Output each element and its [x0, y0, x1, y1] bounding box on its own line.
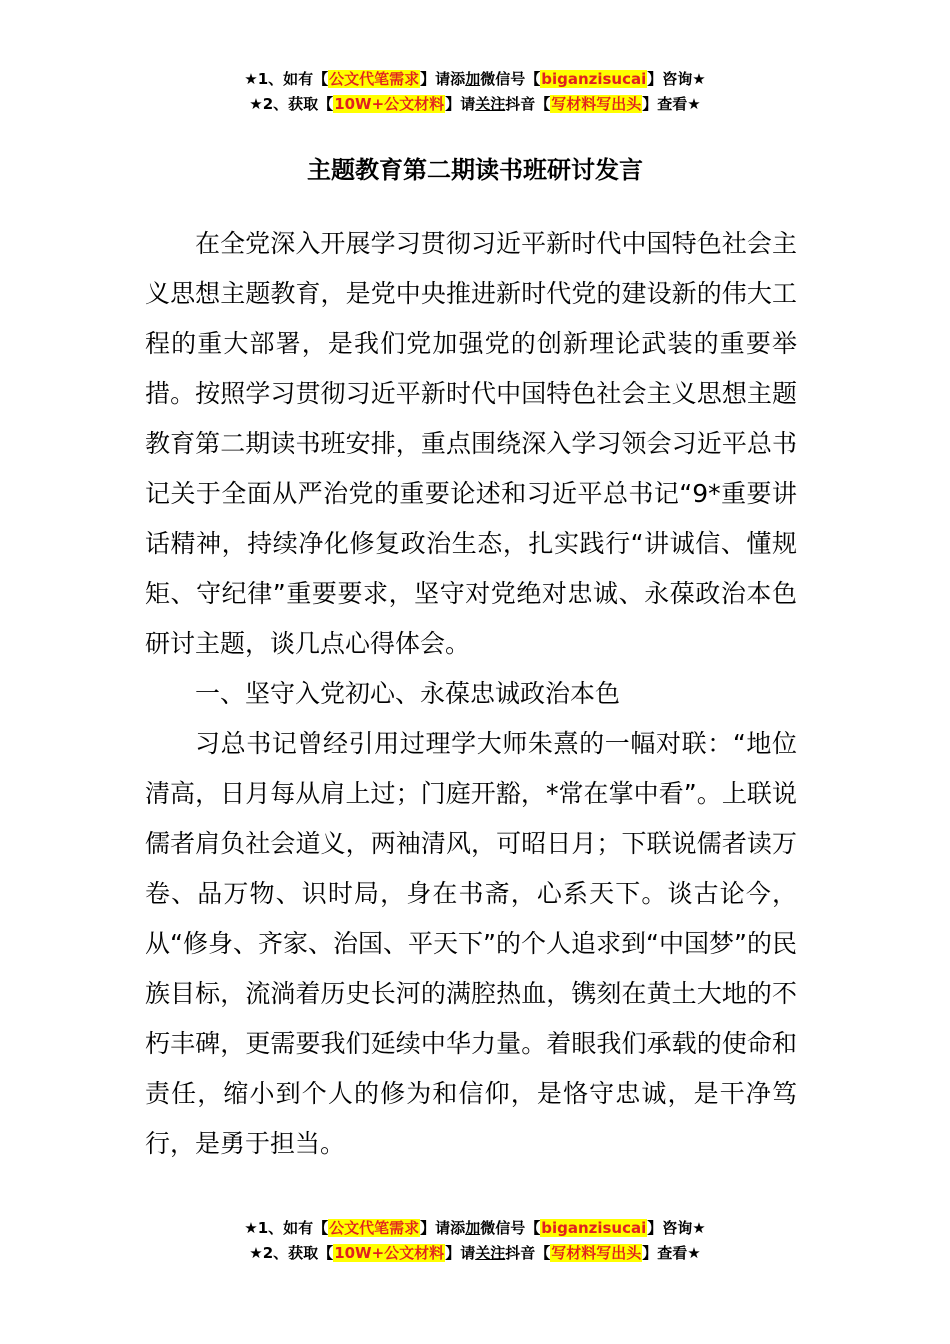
promo-text: ★2、获取【 — [249, 95, 334, 113]
section-heading: 一、坚守入党初心、永葆忠诚政治本色 — [195, 679, 621, 708]
promo-line-2 — [0, 92, 950, 117]
promo-text: ★1、如有【 — [244, 70, 329, 88]
promo-text: 抖音【 — [505, 1244, 551, 1262]
promo-text: 】咨询★ — [647, 70, 706, 88]
underlined-text: 加 — [465, 1219, 481, 1237]
promo-line-1 — [0, 1216, 950, 1241]
body-paragraph-intro: 在全党深入开展学习贯彻习近平新时代中国特色社会主义思想主题教育，是党中央推进新时代党的建设新的伟大工程的重大部署，是我们党加强党的创新理论武装的重要举措。按照学习贯彻习近平新时代中国特色社会主义思想主题教育第二期读书班安排，重点围绕深入学习领会习近平总书记关于全面从严治党的重要论述和习近平总书记“9*重要讲话精神，持续净化修复政治生态，扎实践行“讲诚信、懂规矩、守纪律”重要要求，坚守对党绝对忠诚、永葆政治本色研讨主题，谈几点心得体会。 — [145, 229, 797, 658]
highlighted-keyword: 公文代笔需求 — [329, 70, 420, 88]
highlighted-wechat-id: biganzisucai — [541, 1219, 647, 1237]
promo-text: 微信号【 — [480, 1219, 541, 1237]
underlined-text: 加 — [465, 70, 481, 88]
promo-text: 】请添 — [420, 1219, 466, 1237]
promo-text: 】请 — [445, 95, 476, 113]
promo-line-1 — [0, 67, 950, 92]
promo-line-2 — [0, 1241, 950, 1266]
underlined-text: 关注 — [475, 1244, 506, 1262]
highlighted-keyword: 10W+公文材料 — [334, 1244, 445, 1262]
promo-text: ★2、获取【 — [249, 1244, 334, 1262]
promo-text: 】查看★ — [642, 1244, 701, 1262]
document-body — [145, 219, 797, 1169]
highlighted-keyword: 公文代笔需求 — [329, 1219, 420, 1237]
promo-text: 】请 — [445, 1244, 476, 1262]
promo-text: 】查看★ — [642, 95, 701, 113]
promo-banner-top — [0, 67, 950, 117]
highlighted-wechat-id: biganzisucai — [541, 70, 647, 88]
promo-text: 抖音【 — [505, 95, 551, 113]
document-title: 主题教育第二期读书班研讨发言 — [307, 156, 643, 184]
promo-text: 】咨询★ — [647, 1219, 706, 1237]
highlighted-keyword: 10W+公文材料 — [334, 95, 445, 113]
promo-text: ★1、如有【 — [244, 1219, 329, 1237]
underlined-text: 关注 — [475, 95, 506, 113]
highlighted-douyin-account: 写材料写出头 — [551, 95, 642, 113]
promo-text: 微信号【 — [480, 70, 541, 88]
body-paragraph: 习总书记曾经引用过理学大师朱熹的一幅对联：“地位清高，日月每从肩上过；门庭开豁，*常在掌中看”。上联说儒者肩负社会道义，两袖清风，可昭日月；下联说儒者读万卷、品万物、识时局，身在书斋，心系天下。谈古论今，从“修身、齐家、治国、平天下”的个人追求到“中国梦”的民族目标，流淌着历史长河的满腔热血，镌刻在黄土大地的不朽丰碑，更需要我们延续中华力量。着眼我们承载的使命和责任，缩小到个人的修为和信仰，是恪守忠诚，是干净笃行，是勇于担当。 — [145, 729, 797, 1158]
promo-banner-bottom — [0, 1216, 950, 1266]
highlighted-douyin-account: 写材料写出头 — [551, 1244, 642, 1262]
promo-text: 】请添 — [420, 70, 466, 88]
